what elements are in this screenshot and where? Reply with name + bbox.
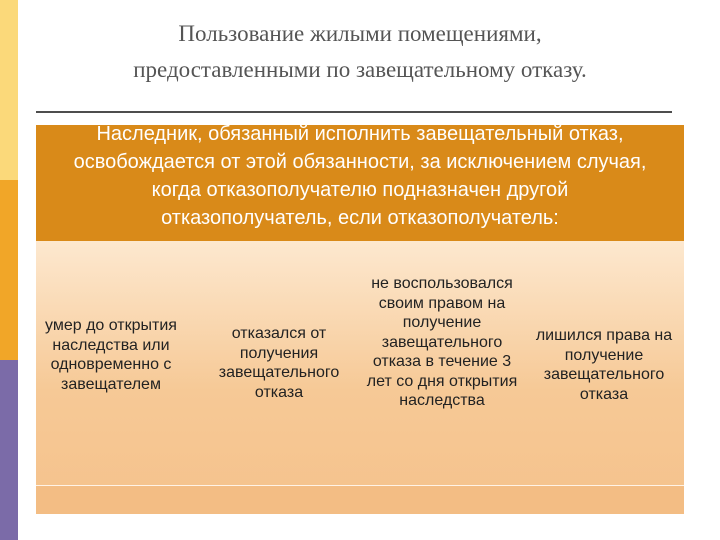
slide-title-line-2: предоставленными по завещательному отказу. bbox=[133, 57, 587, 82]
condition-died-before-opening: умер до открытия наследства или одновременно с завещателем bbox=[45, 317, 177, 393]
title-divider bbox=[36, 111, 672, 113]
rule-banner-text: Наследник, обязанный исполнить завещательный отказ, освобождается от этой обязанности, за исключением случая, когда отказополучателю подназначен другой отказополучатель, если отказополучатель: bbox=[73, 125, 647, 229]
condition-refused: отказался от получения завещательного отказа bbox=[218, 325, 340, 401]
condition-lost-right: лишился права на получение завещательного отказа bbox=[535, 327, 673, 403]
condition-did-not-use-right: не воспользовался своим правом на получение завещательного отказа в течение 3 лет со дня открытия наследства bbox=[366, 275, 518, 409]
decor-stripe-middle bbox=[0, 180, 18, 360]
rule-banner bbox=[36, 125, 684, 241]
slide-title-line-1: Пользование жилыми помещениями, bbox=[178, 21, 542, 46]
decor-stripe-top bbox=[0, 0, 18, 180]
conditions-panel-footer bbox=[36, 485, 684, 514]
slide-title bbox=[30, 16, 690, 88]
decor-stripe-bottom bbox=[0, 360, 18, 540]
